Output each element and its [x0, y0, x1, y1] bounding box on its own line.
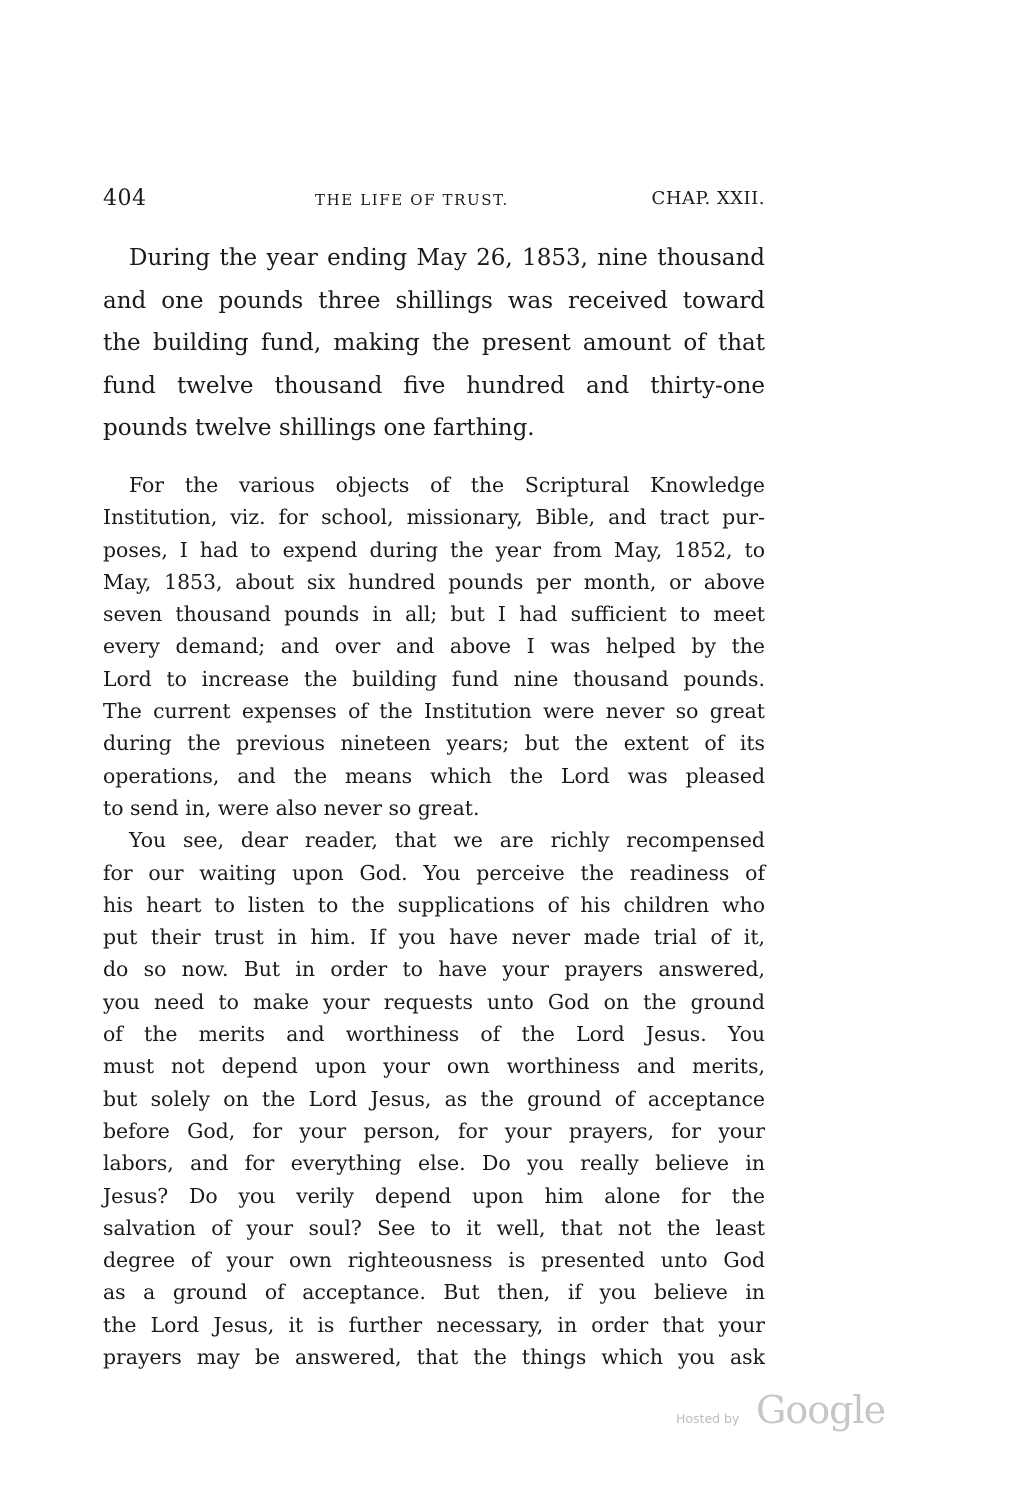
- text-line: for our waiting upon God. You perceive the readiness of: [103, 860, 765, 885]
- paragraph-expenses: [103, 469, 765, 824]
- page-number: 404: [103, 186, 147, 211]
- text-line: For the various objects of the Scriptural Knowledge: [129, 473, 765, 497]
- running-head: [103, 186, 765, 216]
- text-line: poses, I had to expend during the year from May, 1852, to: [103, 537, 765, 562]
- text-line: labors, and for everything else. Do you really believe in: [103, 1151, 765, 1176]
- text-line: pounds twelve shillings one farthing.: [103, 415, 535, 441]
- text-line: you need to make your requests unto God on the ground: [103, 989, 765, 1014]
- text-line: do so now. But in order to have your prayers answered,: [103, 957, 765, 982]
- text-line: Lord to increase the building fund nine thousand pounds.: [103, 666, 765, 691]
- text-line: as a ground of acceptance. But then, if you believe in: [103, 1280, 765, 1305]
- book-title: THE LIFE OF TRUST.: [315, 191, 509, 209]
- text-line: of the merits and worthiness of the Lord Jesus. You: [103, 1022, 765, 1047]
- text-line: The current expenses of the Institution were never so great: [103, 699, 765, 724]
- text-line: degree of your own righteousness is presented unto God: [103, 1248, 765, 1273]
- text-line: every demand; and over and above I was helped by the: [103, 634, 765, 659]
- text-line: the building fund, making the present amount of that: [103, 330, 765, 356]
- text-line: prayers may be answered, that the things which you ask: [103, 1345, 765, 1370]
- body-text: [103, 469, 765, 1373]
- hosted-by-label: Hosted by: [676, 1411, 740, 1426]
- text-line: but solely on the Lord Jesus, as the ground of acceptance: [103, 1086, 765, 1111]
- text-line: During the year ending May 26, 1853, nine thousand: [129, 245, 765, 271]
- text-line: before God, for your person, for your prayers, for your: [103, 1118, 765, 1143]
- text-line: to send in, were also never so great.: [103, 795, 480, 820]
- text-line: fund twelve thousand five hundred and thirty-one: [103, 372, 765, 399]
- chapter-label: CHAP. XXII.: [651, 188, 765, 209]
- text-line: must not depend upon your own worthiness and merits,: [103, 1054, 765, 1079]
- paragraph-building-fund: [103, 237, 765, 450]
- text-line: operations, and the means which the Lord was pleased: [103, 763, 765, 788]
- text-line: May, 1853, about six hundred pounds per month, or above: [103, 569, 765, 594]
- text-line: Institution, viz. for school, missionary, Bible, and tract pur-: [103, 505, 765, 530]
- text-line: seven thousand pounds in all; but I had sufficient to meet: [103, 602, 765, 627]
- text-line: his heart to listen to the supplications of his children who: [103, 892, 765, 917]
- text-line: put their trust in him. If you have never made trial of it,: [103, 925, 765, 950]
- text-line: during the previous nineteen years; but the extent of its: [103, 731, 765, 756]
- text-line: You see, dear reader, that we are richly recompensed: [129, 828, 765, 853]
- text-line: Jesus? Do you verily depend upon him alone for the: [103, 1183, 765, 1208]
- text-line: the Lord Jesus, it is further necessary, in order that your: [103, 1312, 765, 1337]
- google-logo: Google: [756, 1388, 886, 1432]
- text-line: and one pounds three shillings was received toward: [103, 287, 765, 314]
- text-line: salvation of your soul? See to it well, that not the least: [103, 1215, 765, 1240]
- paragraph-dear-reader: [103, 824, 765, 1373]
